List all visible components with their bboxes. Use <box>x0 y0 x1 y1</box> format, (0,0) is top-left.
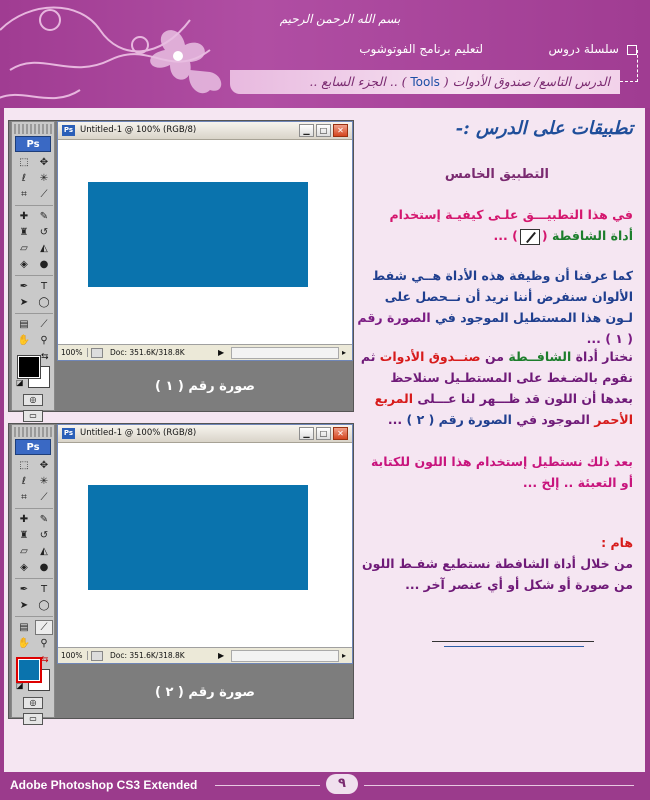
palette-grip[interactable] <box>14 124 52 134</box>
floral-ornament <box>0 0 230 108</box>
intro-text: في هذا التطبيـــق علـى كيفيـة إستخدام <box>389 207 633 222</box>
footer-rule-left <box>215 785 320 786</box>
magic-wand-tool-icon[interactable]: ✳ <box>39 173 49 184</box>
move-tool-icon[interactable]: ✥ <box>39 157 49 168</box>
toolbox-term: صنــدوق الأدوات <box>379 349 481 364</box>
default-colors-icon[interactable]: ◪ <box>16 681 24 690</box>
page-footer <box>0 772 650 800</box>
paragraph-note <box>355 532 633 595</box>
series-row <box>300 42 645 60</box>
brush-tool-icon[interactable]: ✎ <box>39 211 49 222</box>
tool-grid <box>12 458 54 651</box>
eyedropper-icon <box>520 229 540 245</box>
note-label: هام : <box>601 535 633 550</box>
marquee-tool-icon[interactable]: ⬚ <box>19 157 29 168</box>
shape-tool-icon[interactable]: ◯ <box>38 297 50 308</box>
pen-tool-icon[interactable]: ✒ <box>19 281 29 292</box>
document-title-bar[interactable] <box>58 425 352 443</box>
note-text: من خلال أداة الشافطة نستطيع شفـط اللون من صورة أو شكل أو أي عنصر آخر ... <box>361 556 633 592</box>
type-tool-icon[interactable]: T <box>40 281 48 292</box>
paint-bucket-tool-icon[interactable]: ◭ <box>40 243 48 254</box>
section-title: تطبيقات على الدرس :- <box>455 118 633 139</box>
document-window[interactable] <box>57 121 353 361</box>
image-caption-1: صورة رقم ( ١ ) <box>155 379 255 394</box>
maximize-button[interactable]: □ <box>316 427 331 440</box>
color-swatches <box>15 352 51 390</box>
notes-tool-icon[interactable]: ▤ <box>19 319 29 330</box>
status-icon[interactable] <box>91 348 103 358</box>
healing-brush-tool-icon[interactable]: ✚ <box>19 211 29 222</box>
swap-colors-icon[interactable]: ⇆ <box>41 655 49 665</box>
document-title: Untitled-1 @ 100% (RGB/8) <box>80 125 197 135</box>
ps-document-icon: Ps <box>63 126 74 134</box>
clone-stamp-tool-icon[interactable]: ♜ <box>19 227 29 238</box>
steps-text-c: من <box>480 349 509 364</box>
series-title: لتعليم برنامج الفوتوشوب <box>359 42 483 56</box>
paragraph-steps <box>355 346 633 430</box>
brush-tool-icon[interactable]: ✎ <box>39 514 49 525</box>
paragraph-intro <box>355 204 633 246</box>
steps-text-g: الموجود في <box>511 412 595 427</box>
notes-tool-icon[interactable]: ▤ <box>19 622 29 633</box>
history-brush-tool-icon[interactable]: ↺ <box>39 227 49 238</box>
document-title-bar[interactable] <box>58 122 352 140</box>
pen-tool-icon[interactable]: ✒ <box>19 584 29 595</box>
minimize-button[interactable]: ▁ <box>299 124 314 137</box>
palette-grip[interactable] <box>14 427 52 437</box>
healing-brush-tool-icon[interactable]: ✚ <box>19 514 29 525</box>
window-controls <box>299 427 348 440</box>
blue-rectangle[interactable] <box>88 485 308 590</box>
steps-text-e: ثم نقوم بالضـغط على المستطـيل سنلاحظ بعدها أن اللون قد ظـــهر لنا عـــلى <box>360 349 633 406</box>
tools-palette <box>11 424 55 723</box>
path-selection-tool-icon[interactable]: ➤ <box>19 600 29 611</box>
document-size: Doc: 351.6K/318.8K <box>110 651 185 660</box>
paragraph-purpose <box>355 265 633 349</box>
type-tool-icon[interactable]: T <box>40 584 48 595</box>
horizontal-scrollbar[interactable] <box>231 650 339 662</box>
default-colors-icon[interactable]: ◪ <box>16 378 24 387</box>
screen-mode-button[interactable]: ▭ <box>23 410 43 422</box>
page-number: ٩ <box>326 774 358 794</box>
red-square-term: المربع الأحمر <box>374 391 633 427</box>
eyedropper-tool-icon[interactable]: ⟋ <box>35 620 53 635</box>
steps-text-i: ... <box>387 412 407 427</box>
clone-stamp-tool-icon[interactable]: ♜ <box>19 530 29 541</box>
canvas[interactable] <box>58 140 352 343</box>
paint-bucket-tool-icon[interactable]: ◭ <box>40 546 48 557</box>
lesson-tools-word: Tools <box>406 75 444 89</box>
close-button[interactable]: ✕ <box>333 124 348 137</box>
minimize-button[interactable]: ▁ <box>299 427 314 440</box>
horizontal-scrollbar[interactable] <box>231 347 339 359</box>
status-bar <box>58 344 352 360</box>
tools-palette <box>11 121 55 420</box>
canvas[interactable] <box>58 443 352 646</box>
zoom-tool-icon[interactable]: ⚲ <box>40 335 48 346</box>
screen-mode-button[interactable]: ▭ <box>23 713 43 725</box>
marquee-tool-icon[interactable]: ⬚ <box>19 460 29 471</box>
document-size: Doc: 351.6K/318.8K <box>110 348 185 357</box>
lesson-content <box>4 108 645 772</box>
close-button[interactable]: ✕ <box>333 427 348 440</box>
scroll-right-arrow-icon[interactable]: ▸ <box>342 348 347 357</box>
lesson-title-bar <box>230 70 620 94</box>
eraser-tool-icon[interactable]: ▱ <box>20 243 28 254</box>
eyedropper-term: الشافــطة <box>508 349 572 364</box>
paragraph-usage <box>355 451 633 493</box>
history-brush-tool-icon[interactable]: ↺ <box>39 530 49 541</box>
lesson-part: ) .. الجزء السابع .. <box>309 74 407 89</box>
eyedropper-term: أداة الشافطة <box>551 228 633 243</box>
usage-text-a: بعد ذلك نستطيل إستخدام هذا اللون للكتابة <box>370 454 633 469</box>
dodge-tool-icon[interactable]: ● <box>39 562 49 573</box>
move-tool-icon[interactable]: ✥ <box>39 460 49 471</box>
document-title: Untitled-1 @ 100% (RGB/8) <box>80 428 197 438</box>
scroll-right-arrow-icon[interactable]: ▸ <box>342 651 347 660</box>
crop-tool-icon[interactable]: ⌗ <box>21 492 27 503</box>
foreground-color-swatch[interactable] <box>18 356 40 378</box>
image-ref-2: الصورة رقم ( ٢ ) <box>406 412 512 427</box>
screenshot-panel-1 <box>8 120 354 420</box>
usage-text-b: أو التعبئة .. إلخ ... <box>522 475 633 490</box>
quick-mask-button[interactable]: ◎ <box>23 697 43 709</box>
purpose-text: كما عرفنا أن وظيفة هذه الأداة هــي شفط الألوان سنفرض أننا نريد أن نــحصل على لـون هذا المستطيل الموجود في <box>372 268 633 325</box>
image-caption-2: صورة رقم ( ٢ ) <box>155 685 255 700</box>
divider-line <box>432 641 594 642</box>
crop-tool-icon[interactable]: ⌗ <box>21 189 27 200</box>
intro-paren-close: ) ... <box>493 228 518 243</box>
quick-mask-button[interactable]: ◎ <box>23 394 43 406</box>
footer-rule-right <box>364 785 634 786</box>
image-ref-1: الصورة رقم ( ١ ) ... <box>357 310 633 346</box>
tool-grid <box>12 155 54 348</box>
ps-logo[interactable]: Ps <box>15 439 51 455</box>
zoom-level[interactable]: 100% <box>58 348 88 357</box>
status-bar <box>58 647 352 663</box>
dashed-ornament <box>620 50 638 82</box>
eyedropper-tool-icon[interactable]: ⟋ <box>40 319 48 330</box>
hand-tool-icon[interactable]: ✋ <box>17 638 31 649</box>
application-number: التطبيق الخامس <box>444 167 549 182</box>
path-selection-tool-icon[interactable]: ➤ <box>19 297 29 308</box>
eraser-tool-icon[interactable]: ▱ <box>20 546 28 557</box>
ps-logo[interactable]: Ps <box>15 136 51 152</box>
status-icon[interactable] <box>91 651 103 661</box>
blur-tool-icon[interactable]: ◈ <box>20 562 28 573</box>
intro-paren-open: ( <box>541 228 552 243</box>
basmala-text: بسم الله الرحمن الرحيم <box>279 12 401 26</box>
foreground-color-swatch[interactable] <box>18 659 40 681</box>
lasso-tool-icon[interactable]: ℓ <box>21 476 27 487</box>
footer-brand: Adobe Photoshop CS3 Extended <box>10 778 198 792</box>
slice-tool-icon[interactable]: ⟋ <box>40 492 48 503</box>
hand-tool-icon[interactable]: ✋ <box>17 335 31 346</box>
swap-colors-icon[interactable]: ⇆ <box>41 352 49 362</box>
ps-document-icon: Ps <box>63 429 74 437</box>
document-window[interactable] <box>57 424 353 664</box>
blue-rectangle[interactable] <box>88 182 308 287</box>
zoom-tool-icon[interactable]: ⚲ <box>40 638 48 649</box>
steps-text-a: نختار أداة <box>571 349 633 364</box>
divider-line-accent <box>444 646 584 647</box>
blur-tool-icon[interactable]: ◈ <box>20 259 28 270</box>
status-menu-arrow-icon[interactable]: ▶ <box>218 651 225 660</box>
slice-tool-icon[interactable]: ⟋ <box>40 189 48 200</box>
maximize-button[interactable]: □ <box>316 124 331 137</box>
page-header <box>0 0 650 108</box>
window-controls <box>299 124 348 137</box>
magic-wand-tool-icon[interactable]: ✳ <box>39 476 49 487</box>
screenshot-panel-2 <box>8 423 354 723</box>
zoom-level[interactable]: 100% <box>58 651 88 660</box>
dodge-tool-icon[interactable]: ● <box>39 259 49 270</box>
lesson-title: الدرس التاسع/ صندوق الأدوات ( <box>443 74 610 89</box>
lasso-tool-icon[interactable]: ℓ <box>21 173 27 184</box>
shape-tool-icon[interactable]: ◯ <box>38 600 50 611</box>
status-menu-arrow-icon[interactable]: ▶ <box>218 348 225 357</box>
series-label: سلسلة دروس <box>548 42 619 56</box>
color-swatches <box>15 655 51 693</box>
